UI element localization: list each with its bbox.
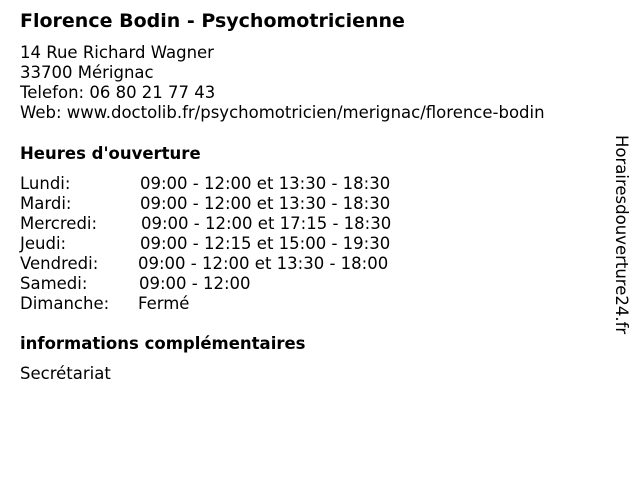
address-block bbox=[20, 43, 545, 123]
website-link[interactable]: Web: www.doctolib.fr/psychomotricien/merignac/florence-bodin bbox=[20, 103, 545, 122]
day-label: Samedi: bbox=[20, 274, 88, 293]
day-label: Mardi: bbox=[20, 194, 72, 213]
time-range: Fermé bbox=[138, 294, 190, 313]
time-range: 09:00 - 12:00 et 13:30 - 18:30 bbox=[140, 174, 391, 193]
time-range: 09:00 - 12:15 et 15:00 - 19:30 bbox=[140, 234, 391, 253]
day-label: Jeudi: bbox=[20, 234, 67, 253]
additional-info-heading: informations complémentaires bbox=[20, 334, 306, 353]
time-range: 09:00 - 12:00 bbox=[139, 274, 251, 293]
city-postcode: 33700 Mérignac bbox=[20, 63, 154, 82]
day-label: Lundi: bbox=[20, 174, 71, 193]
time-range: 09:00 - 12:00 et 17:15 - 18:30 bbox=[141, 214, 392, 233]
day-label: Vendredi: bbox=[20, 254, 99, 273]
site-watermark: Horairesdouverture24.fr bbox=[612, 135, 631, 335]
day-label: Dimanche: bbox=[20, 294, 110, 313]
additional-info-text: Secrétariat bbox=[20, 364, 111, 383]
time-range: 09:00 - 12:00 et 13:30 - 18:30 bbox=[140, 194, 391, 213]
street-address: 14 Rue Richard Wagner bbox=[20, 43, 214, 62]
phone-number: Telefon: 06 80 21 77 43 bbox=[20, 83, 216, 102]
page-title: Florence Bodin - Psychomotricienne bbox=[20, 10, 405, 32]
opening-hours-heading: Heures d'ouverture bbox=[20, 144, 201, 163]
time-range: 09:00 - 12:00 et 13:30 - 18:00 bbox=[138, 254, 389, 273]
day-label: Mercredi: bbox=[20, 214, 98, 233]
